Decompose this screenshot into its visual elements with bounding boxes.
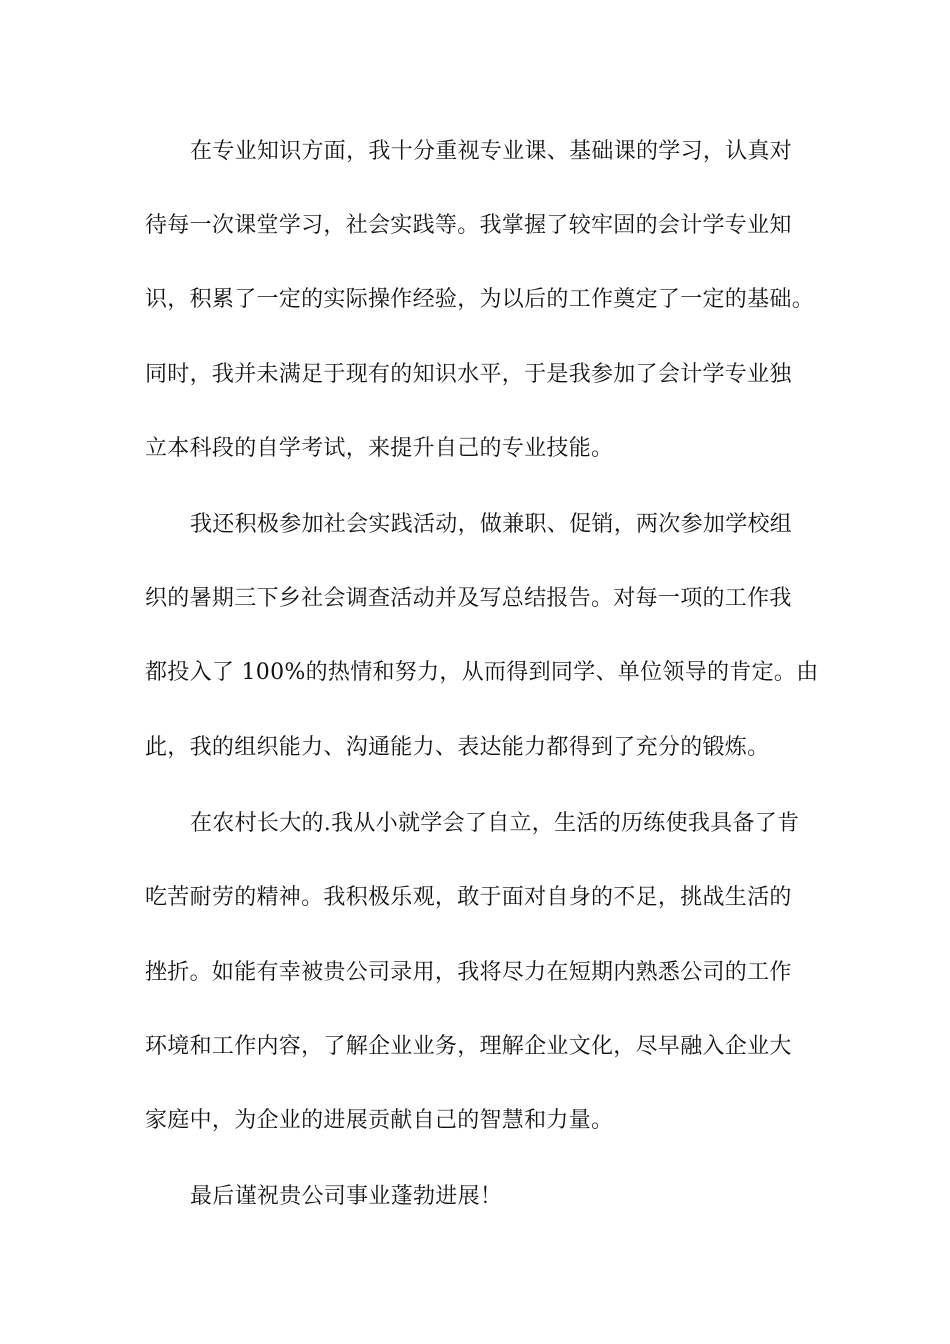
paragraph-3-line-3: 挫折。如能有幸被贵公司录用，我将尽力在短期内熟悉公司的工作 — [145, 960, 792, 985]
paragraph-1-line-1: 在专业知识方面，我十分重视专业课、基础课的学习，认真对 — [190, 139, 793, 164]
paragraph-3-line-4: 环境和工作内容，了解企业业务，理解企业文化，尽早融入企业大 — [145, 1034, 792, 1059]
paragraph-1-line-5: 立本科段的自学考试，来提升自己的专业技能。 — [145, 436, 614, 461]
paragraph-1-line-3: 识，积累了一定的实际操作经验，为以后的工作奠定了一定的基础。 — [145, 287, 815, 312]
paragraph-1-line-2: 待每一次课堂学习，社会实践等。我掌握了较牢固的会计学专业知 — [145, 213, 792, 238]
paragraph-2-line-4: 此，我的组织能力、沟通能力、表达能力都得到了充分的锻炼。 — [145, 735, 770, 760]
closing-line: 最后谨祝贵公司事业蓬勃进展！ — [190, 1184, 503, 1209]
paragraph-3-line-1: 在农村长大的.我从小就学会了自立，生活的历练使我具备了肯 — [190, 811, 800, 836]
paragraph-1-line-4: 同时，我并未满足于现有的知识水平，于是我参加了会计学专业独 — [145, 362, 792, 387]
paragraph-3-line-5: 家庭中，为企业的进展贡献自己的智慧和力量。 — [145, 1108, 614, 1133]
paragraph-3-line-2: 吃苦耐劳的精神。我积极乐观，敢于面对自身的不足，挑战生活的 — [145, 885, 792, 910]
paragraph-2-line-3: 都投入了 100%的热情和努力，从而得到同学、单位领导的肯定。由 — [145, 660, 819, 685]
paragraph-2-line-2: 织的暑期三下乡社会调查活动并及写总结报告。对每一项的工作我 — [145, 586, 792, 611]
paragraph-2-line-1: 我还积极参加社会实践活动，做兼职、促销，两次参加学校组 — [190, 512, 793, 537]
